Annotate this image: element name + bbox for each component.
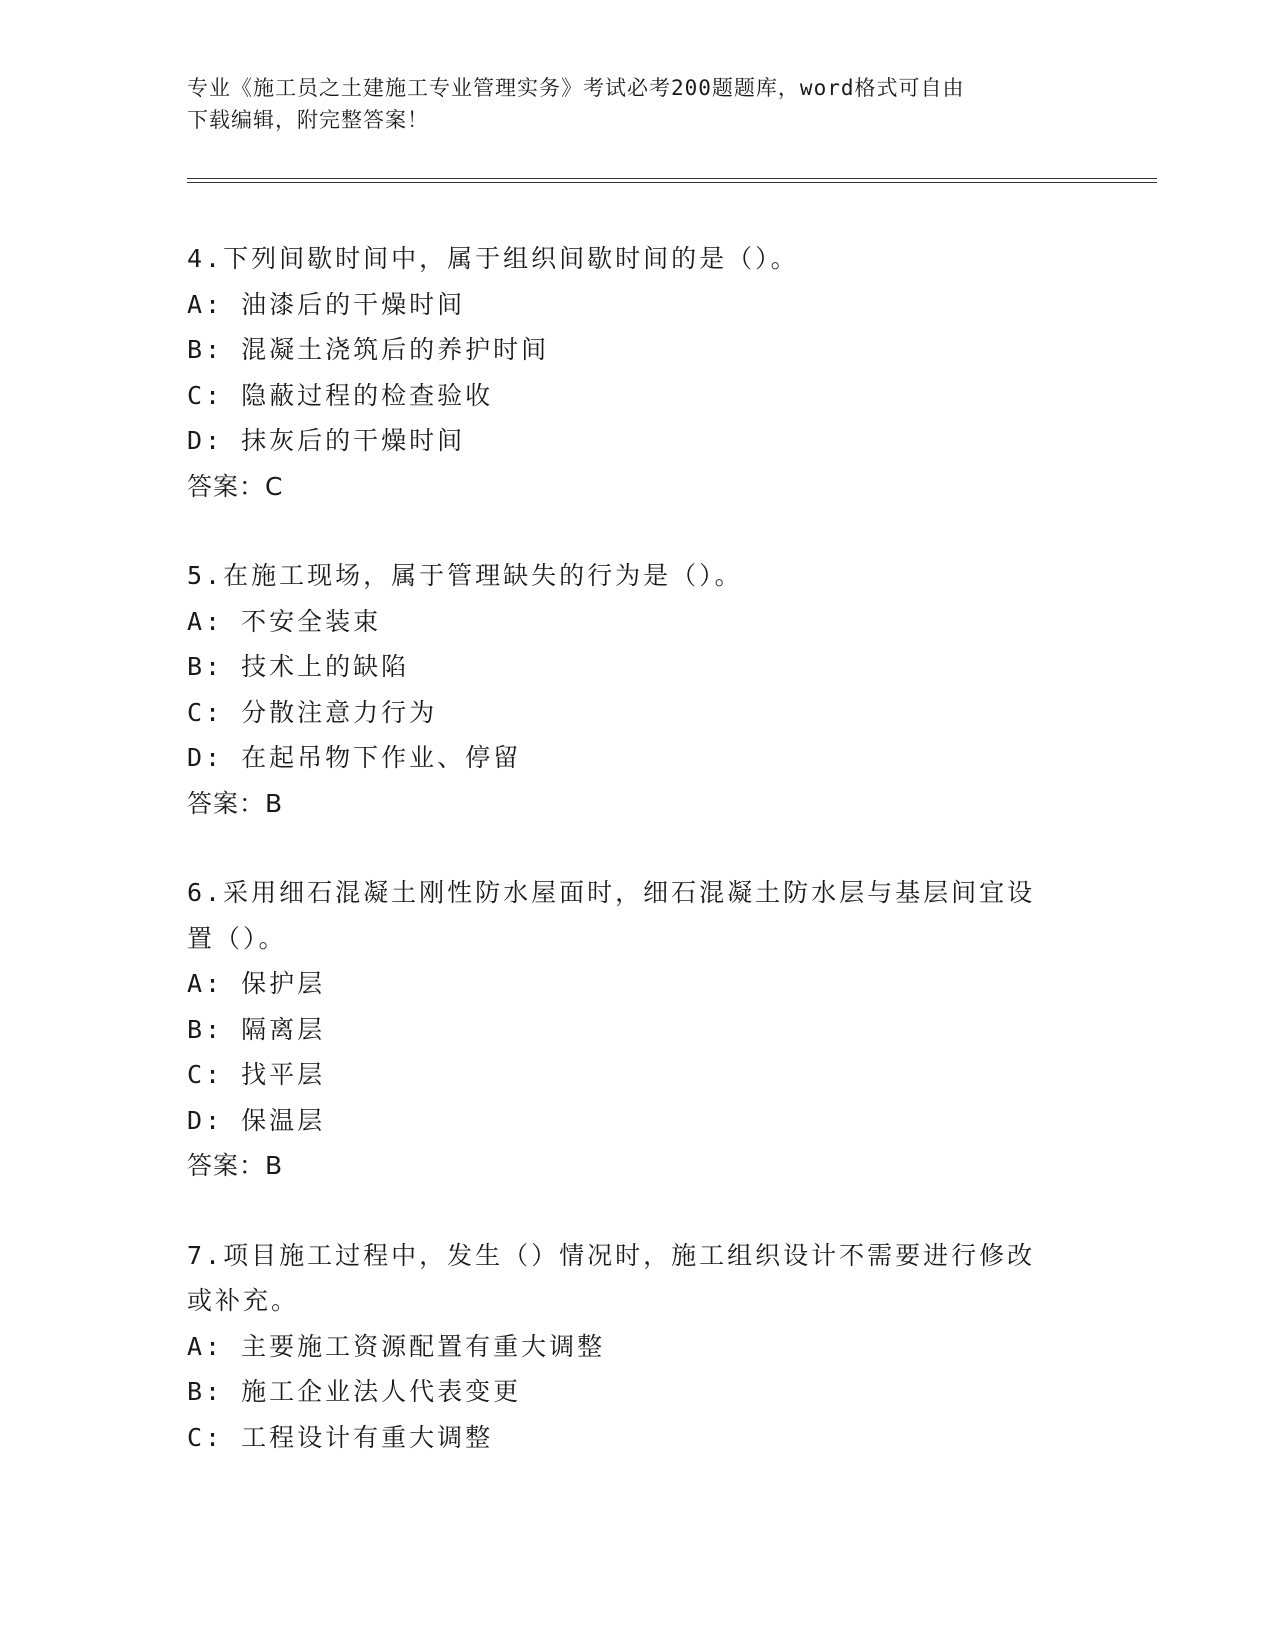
header-line-2: 下载编辑，附完整答案！ [187, 108, 429, 132]
option-b: B: 混凝土浇筑后的养护时间 [187, 335, 550, 364]
option-b: B: 施工企业法人代表变更 [187, 1377, 522, 1406]
option-c: C: 找平层 [187, 1060, 326, 1089]
question-list [187, 236, 1087, 1504]
question-stem: 7.项目施工过程中，发生（）情况时，施工组织设计不需要进行修改 [187, 1240, 1036, 1270]
option-a: A: 主要施工资源配置有重大调整 [187, 1331, 606, 1361]
option-a: A: 不安全装束 [187, 606, 382, 636]
question-stem: 5.在施工现场，属于管理缺失的行为是（）。 [187, 561, 743, 590]
answer: 答案：C [187, 471, 284, 501]
option-c: C: 分散注意力行为 [187, 697, 438, 727]
answer: 答案：B [187, 1151, 284, 1180]
question-7 [187, 1233, 1087, 1461]
question-stem: 6.采用细石混凝土刚性防水屋面时，细石混凝土防水层与基层间宜设 [187, 878, 1036, 907]
option-c: C: 隐蔽过程的检查验收 [187, 380, 494, 410]
question-stem-cont: 或补充。 [187, 1286, 300, 1315]
option-b: B: 隔离层 [187, 1014, 326, 1044]
option-b: B: 技术上的缺陷 [187, 652, 410, 681]
question-4 [187, 236, 1087, 509]
question-stem: 4.下列间歇时间中，属于组织间歇时间的是（）。 [187, 244, 799, 273]
option-d: D: 保温层 [187, 1105, 326, 1135]
option-c: C: 工程设计有重大调整 [187, 1422, 494, 1452]
question-stem-cont: 置（）。 [187, 923, 287, 953]
header-divider-top [187, 178, 1157, 179]
option-d: D: 在起吊物下作业、停留 [187, 743, 522, 772]
option-d: D: 抹灰后的干燥时间 [187, 426, 466, 455]
option-a: A: 油漆后的干燥时间 [187, 289, 466, 319]
option-a: A: 保护层 [187, 969, 326, 998]
question-5 [187, 553, 1087, 826]
document-header [187, 72, 1087, 136]
header-divider-bottom [187, 182, 1157, 183]
answer: 答案：B [187, 788, 284, 818]
question-6 [187, 870, 1087, 1189]
header-line-1: 专业《施工员之土建施工专业管理实务》考试必考200题题库，word格式可自由 [187, 76, 965, 100]
